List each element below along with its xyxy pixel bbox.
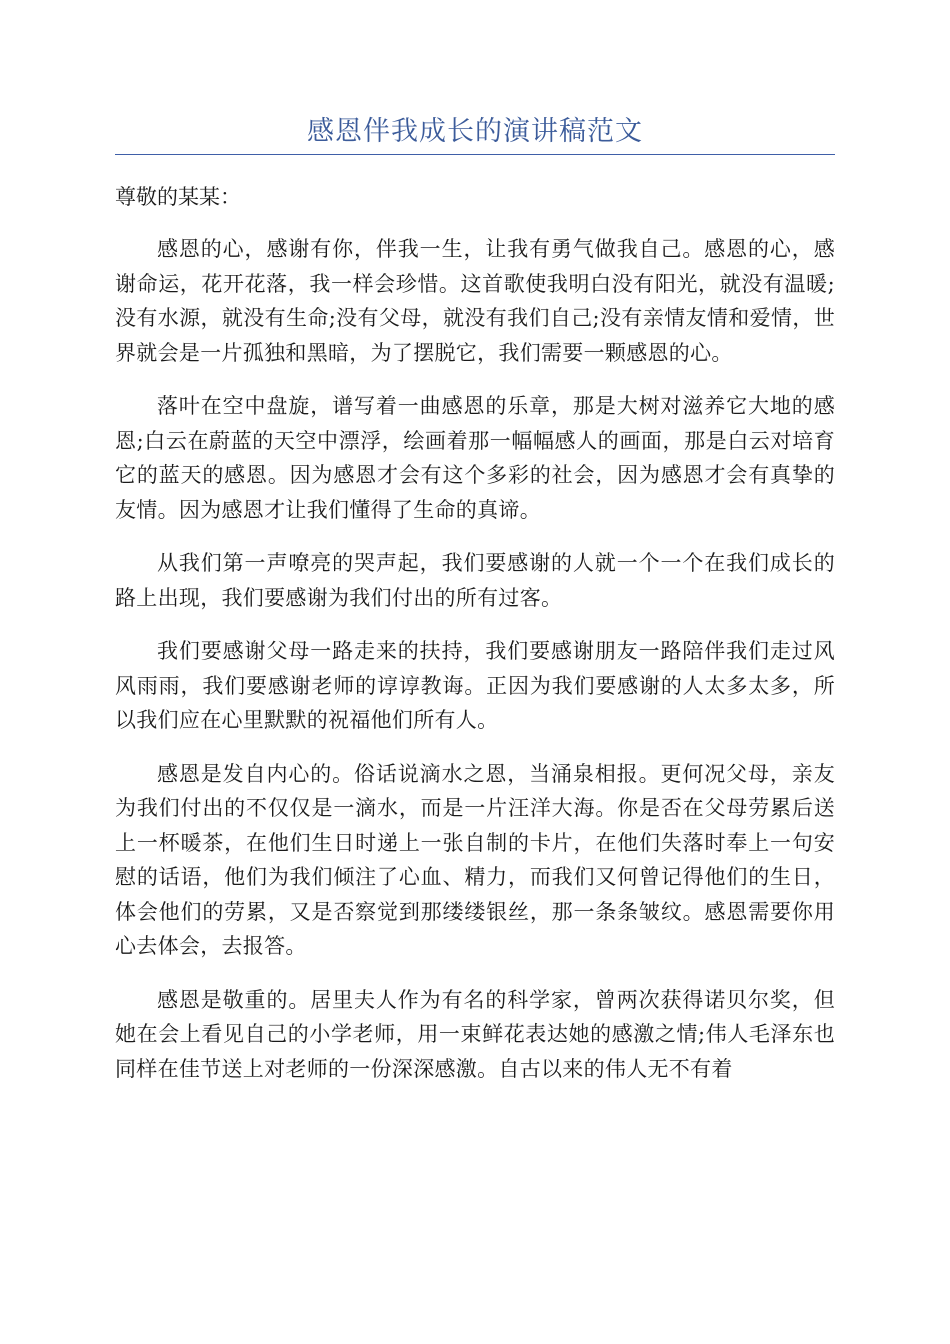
document-body <box>115 232 835 1105</box>
document-title: 感恩伴我成长的演讲稿范文 <box>307 116 643 147</box>
paragraph: 感恩的心，感谢有你，伴我一生，让我有勇气做我自己。感恩的心，感谢命运，花开花落，我一样会珍惜。这首歌使我明白没有阳光，就没有温暖;没有水源，就没有生命;没有父母，就没有我们自己;没有亲情友情和爱情，世界就会是一片孤独和黑暗，为了摆脱它，我们需要一颗感恩的心。 <box>115 237 835 365</box>
salutation: 尊敬的某某： <box>115 185 241 209</box>
paragraph: 感恩是敬重的。居里夫人作为有名的科学家，曾两次获得诺贝尔奖，但她在会上看见自己的小学老师，用一束鲜花表达她的感激之情;伟人毛泽东也同样在佳节送上对老师的一份深深感激。自古以来的伟人无不有着 <box>115 987 835 1081</box>
paragraph: 落叶在空中盘旋，谱写着一曲感恩的乐章，那是大树对滋养它大地的感恩;白云在蔚蓝的天空中漂浮，绘画着那一幅幅感人的画面，那是白云对培育它的蓝天的感恩。因为感恩才会有这个多彩的社会，因为感恩才会有真挚的友情。因为感恩才让我们懂得了生命的真谛。 <box>115 394 835 522</box>
title-underline <box>115 154 835 155</box>
paragraph: 感恩是发自内心的。俗话说滴水之恩，当涌泉相报。更何况父母，亲友为我们付出的不仅仅是一滴水，而是一片汪洋大海。你是否在父母劳累后送上一杯暖茶，在他们生日时递上一张自制的卡片，在他们失落时奉上一句安慰的话语，他们为我们倾注了心血、精力，而我们又何曾记得他们的生日，体会他们的劳累，又是否察觉到那缕缕银丝，那一条条皱纹。感恩需要你用心去体会，去报答。 <box>115 761 835 958</box>
paragraph: 我们要感谢父母一路走来的扶持，我们要感谢朋友一路陪伴我们走过风风雨雨，我们要感谢老师的谆谆教诲。正因为我们要感谢的人太多太多，所以我们应在心里默默的祝福他们所有人。 <box>115 639 835 732</box>
paragraph: 从我们第一声嘹亮的哭声起，我们要感谢的人就一个一个在我们成长的路上出现，我们要感谢为我们付出的所有过客。 <box>115 551 835 610</box>
